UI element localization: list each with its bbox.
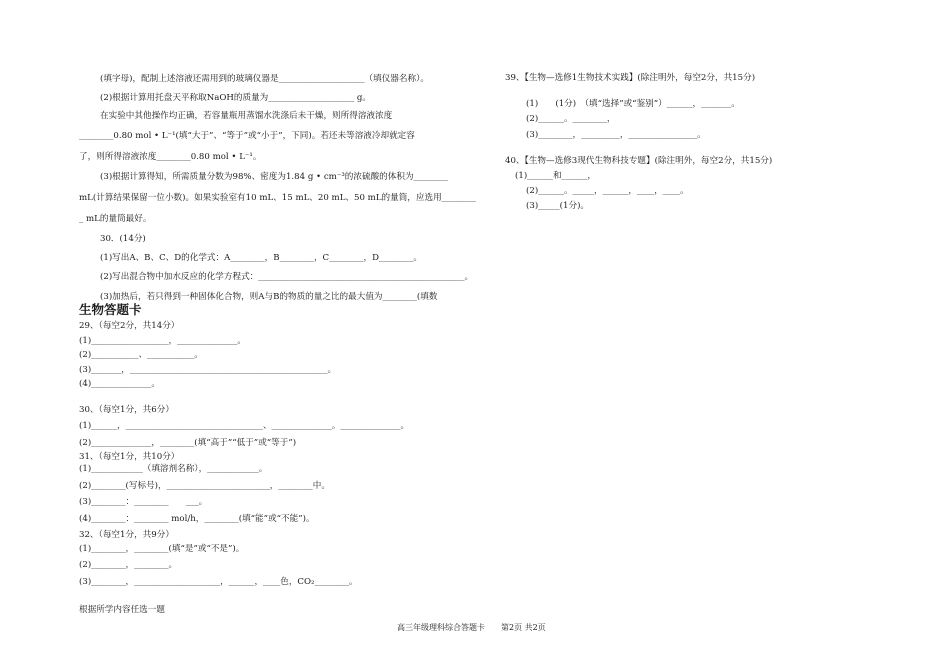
bio-q31-line-1: (1)____________（填溶剂名称），____________。 <box>79 464 268 474</box>
bio-q30-heading: 30、（每空1分，共6分） <box>79 405 174 415</box>
bio-q29-line-3: (3)_______，______________________________________________。 <box>79 365 337 375</box>
bio-q29-line-1: (1)__________________，______________。 <box>79 336 246 346</box>
bio-q39-line-3: (3)________，_________，________________。 <box>526 130 706 140</box>
elective-note: 根据所学内容任选一题 <box>79 605 165 615</box>
bio-q29-line-4: (4)______________。 <box>79 379 160 389</box>
chem-q30-line-3: (3)加热后，若只得到一种固体化合物，则A与B的物质的量之比的最大值为________(填数 <box>100 292 438 302</box>
bio-q32-heading: 32、（每空1分，共9分） <box>79 530 174 540</box>
chem-line-4: ________0.80 mol • L⁻¹(填“大于”、“等于”或“小于”，下同)。若还未等溶液冷却就定容 <box>79 131 415 141</box>
bio-q29-heading: 29、（每空2分，共14分） <box>79 321 180 331</box>
chem-q30-heading: 30．(14分) <box>100 234 146 244</box>
bio-q32-line-2: (2)________，________。 <box>79 560 178 570</box>
chem-line-2: (2)根据计算用托盘天平称取NaOH的质量为____________________ g。 <box>100 93 372 103</box>
bio-q40-line-1: (1)______和______， <box>515 171 596 181</box>
chem-q30-line-2: (2)写出混合物中加水反应的化学方程式：________________________________________________。 <box>100 272 474 282</box>
bio-q40-heading: 40、【生物—选修3现代生物科技专题】(除注明外，每空2分，共15分) <box>505 156 773 166</box>
bio-q31-line-4: (4)________：________ mol/h，________(填“能”或“不能”)。 <box>79 514 315 524</box>
bio-q39-heading: 39、【生物—选修1生物技术实践】(除注明外，每空2分，共15分) <box>505 73 756 83</box>
bio-q39-line-2: (2)______。________， <box>526 114 616 124</box>
bio-q32-line-1: (1)________，________(填“是”或“不是”)。 <box>79 544 245 554</box>
chem-line-3: 在实验中其他操作均正确，若容量瓶用蒸馏水洗涤后未干燥，则所得溶液浓度 <box>100 111 393 121</box>
bio-q31-heading: 31、（每空1分，共10分） <box>79 452 180 462</box>
chem-line-5: 了，则所得溶液浓度________0.80 mol • L⁻¹。 <box>79 152 262 162</box>
bio-q39-line-1: (1) (1分) （填“选择”或“鉴别”）______，_______。 <box>526 99 740 109</box>
bio-q29-line-2: (2)___________、___________。 <box>79 350 203 360</box>
bio-q30-line-1: (1)______，________________________________、______________。______________。 <box>79 421 410 431</box>
chem-line-7: mL(计算结果保留一位小数)。如果实验室有10 mL、15 mL、20 mL、50 mL的量筒，应选用________ <box>79 193 477 203</box>
bio-q32-line-3: (3)________，____________________，______，____色，CO₂________。 <box>79 577 358 587</box>
biology-section-title: 生物答题卡 <box>79 302 142 317</box>
chem-line-8: _ mL的量筒最好。 <box>79 214 152 224</box>
bio-q40-line-3: (3)_____(1分)。 <box>526 201 590 211</box>
chem-q30-line-1: (1)写出A、B、C、D的化学式：A________，B________，C________，D________。 <box>100 253 422 263</box>
bio-q31-line-3: (3)________：________ ___。 <box>79 497 208 507</box>
page-footer: 高三年级理科综合答题卡 第2页 共2页 <box>397 623 546 632</box>
bio-q31-line-2: (2)________(写标号)，________________________，________中。 <box>79 481 330 491</box>
bio-q40-line-2: (2)______。_____，______，____，____。 <box>526 186 689 196</box>
bio-q30-line-2: (2)______________，________(填“高于”“低于”或“等于”) <box>79 438 297 448</box>
chem-line-1: (填字母)，配制上述溶液还需用到的玻璃仪器是____________________（填仪器名称）。 <box>100 74 429 84</box>
chem-line-6: (3)根据计算得知，所需质量分数为98%、密度为1.84 g • cm⁻³的浓硫酸的体积为________ <box>100 172 448 182</box>
